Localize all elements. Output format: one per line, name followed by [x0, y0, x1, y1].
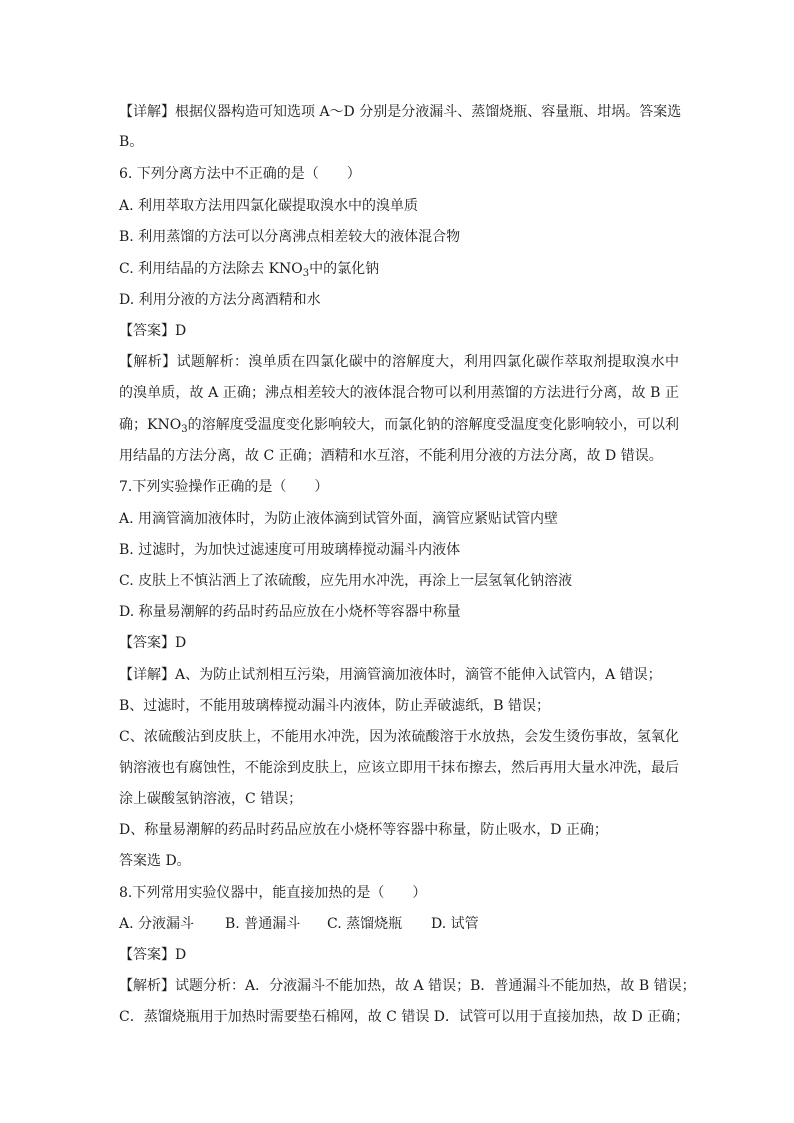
q7-explain-line-6: D、称量易潮解的药品时药品应放在小烧杯等容器中称量，防止吸水，D 正确；: [119, 822, 608, 838]
q7-explain-line-7: 答案选 D。: [119, 853, 191, 869]
q7-explain-line-1: 【详解】A、为防止试剂相互污染，用滴管滴加液体时，滴管不能伸入试管内，A 错误；: [119, 667, 662, 683]
q6-analysis-rest: 的溶解度受温度变化影响较大，而氯化钠的溶解度受温度变化影响较小，可以利: [187, 417, 680, 433]
q7-option-b: B. 过滤时，为加快过滤速度可用玻璃棒搅动漏斗内液体: [119, 542, 461, 558]
q8-question: 8.下列常用实验仪器中，能直接加热的是（ ）: [119, 885, 427, 901]
q5-explain-line-1: 【详解】根据仪器构造可知选项 A～D 分别是分液漏斗、蒸馏烧瓶、容量瓶、坩埚。答案选: [119, 104, 682, 120]
q6-answer: 【答案】D: [119, 323, 187, 339]
q6-analysis-line-3: [119, 415, 679, 440]
q7-option-a: A. 用滴管滴加液体时，为防止液体滴到试管外面，滴管应紧贴试管内壁: [119, 511, 559, 527]
q6-option-a: A. 利用萃取方法用四氯化碳提取溴水中的溴单质: [119, 198, 419, 214]
q8-option-d: D. 试管: [431, 916, 479, 932]
q6-option-d: D. 利用分液的方法分离酒精和水: [119, 292, 321, 308]
q6-analysis-line-2: 的溴单质，故 A 正确；沸点相差较大的液体混合物可以利用蒸馏的方法进行分离，故 B 正: [119, 385, 679, 401]
q7-explain-line-4: 钠溶液也有腐蚀性，不能涂到皮肤上，应该立即用干抹布擦去，然后再用大量水冲洗，最后: [119, 760, 679, 776]
q8-answer: 【答案】D: [119, 947, 187, 963]
q7-question: 7.下列实验操作正确的是（ ）: [119, 479, 329, 495]
q6-option-c: [119, 259, 679, 284]
q6-analysis-line-1: 【解析】试题解析：溴单质在四氯化碳中的溶解度大，利用四氯化碳作萃取剂提取溴水中: [119, 354, 679, 370]
subscript: 3: [302, 268, 310, 279]
q8-options: [119, 914, 679, 934]
q6-analysis-text: 确；KNO: [119, 417, 182, 433]
q6-option-b: B. 利用蒸馏的方法可以分离沸点相差较大的液体混合物: [119, 229, 461, 245]
q7-answer: 【答案】D: [119, 635, 187, 651]
subscript: 3: [181, 424, 188, 435]
q5-explain-line-2: B。: [119, 134, 144, 150]
q7-option-d: D. 称量易潮解的药品时药品应放在小烧杯等容器中称量: [119, 604, 461, 620]
q7-option-c: C. 皮肤上不慎沾洒上了浓硫酸，应先用水冲洗，再涂上一层氢氧化钠溶液: [119, 573, 573, 589]
q6-question: 6. 下列分离方法中不正确的是（ ）: [119, 166, 361, 182]
q8-option-a: A. 分液漏斗: [119, 916, 195, 932]
q7-explain-line-3: C、浓硫酸沾到皮肤上，不能用水冲洗，因为浓硫酸溶于水放热，会发生烫伤事故，氢氧化: [119, 729, 679, 745]
q8-option-b: B. 普通漏斗: [225, 916, 301, 932]
q8-option-c: C. 蒸馏烧瓶: [327, 916, 403, 932]
q6-option-c-text: C. 利用结晶的方法除去 KNO: [119, 261, 303, 277]
q6-option-c-rest: 中的氯化钠: [309, 261, 380, 277]
q7-explain-line-5: 涂上碳酸氢钠溶液，C 错误；: [119, 791, 303, 807]
q6-analysis-line-4: 用结晶的方法分离，故 C 正确；酒精和水互溶，不能利用分液的方法分离，故 D 错误。: [119, 448, 663, 464]
q8-analysis-line-1: 【解析】试题分析：A．分液漏斗不能加热，故 A 错误；B．普通漏斗不能加热，故 B 错误；: [119, 978, 696, 994]
q7-explain-line-2: B、过滤时，不能用玻璃棒搅动漏斗内液体，防止弄破滤纸，B 错误；: [119, 698, 551, 714]
q8-analysis-line-2: C．蒸馏烧瓶用于加热时需要垫石棉网，故 C 错误 D．试管可以用于直接加热，故 D 正确；: [119, 1009, 690, 1025]
